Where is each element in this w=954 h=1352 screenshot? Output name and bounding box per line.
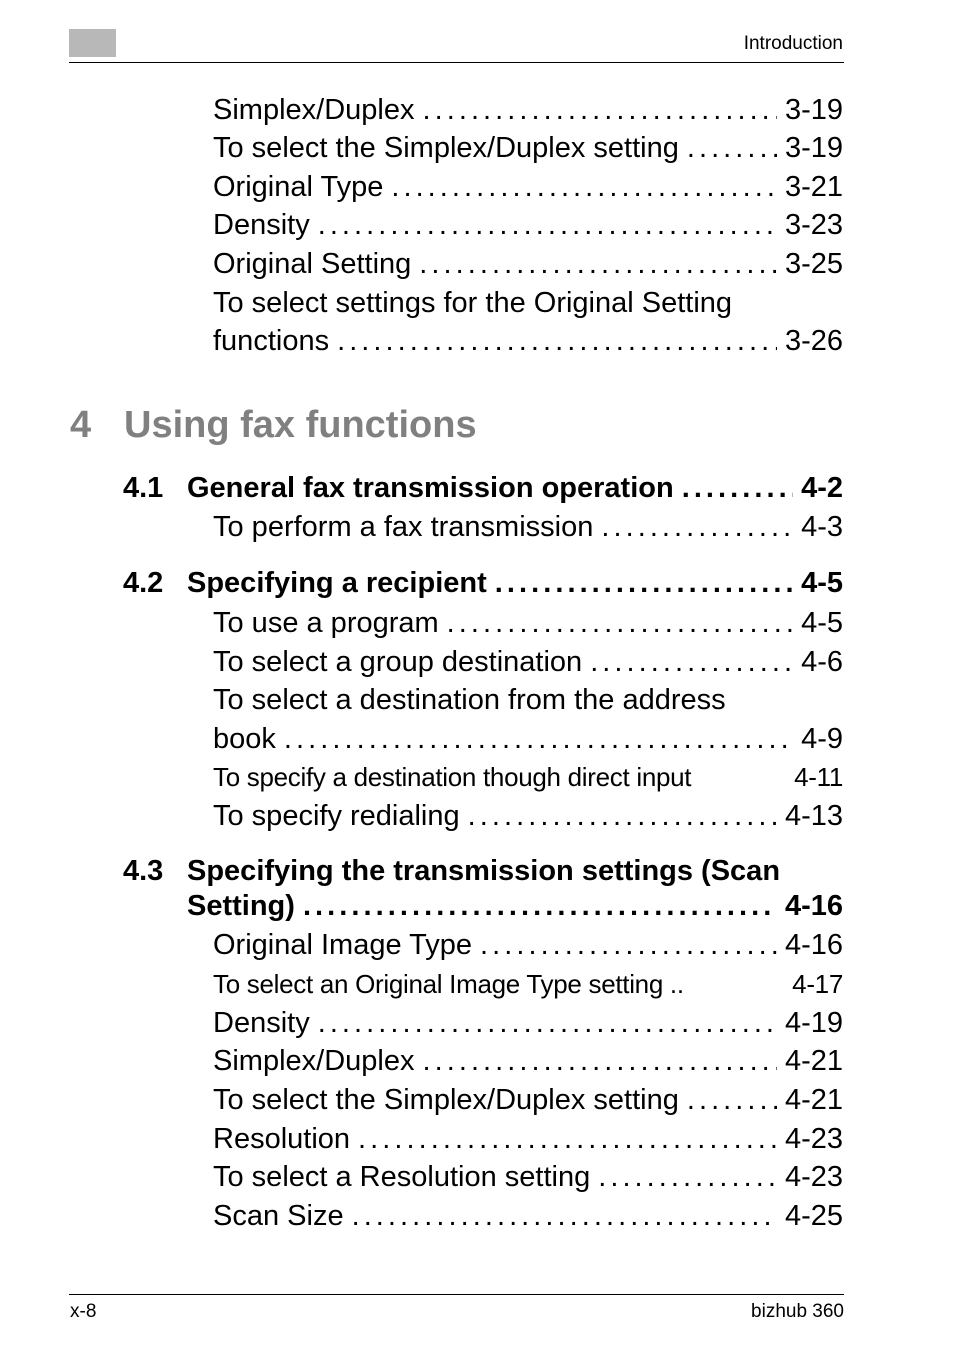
- toc-entry-page: 4-23: [784, 1123, 843, 1155]
- section-page: 4-2: [801, 472, 843, 504]
- leader-dots: [303, 890, 777, 923]
- toc-entry-label: To use a program: [213, 607, 439, 639]
- toc-entry-page: 4-13: [784, 800, 843, 832]
- toc-entry-label: To select a destination from the address: [213, 684, 726, 716]
- toc-entry-label: Density: [213, 209, 310, 241]
- leader-dots: [318, 1007, 777, 1040]
- toc-entry-label: To specify redialing: [213, 800, 460, 832]
- toc-entry-page: 3-19: [784, 94, 843, 126]
- toc-entry-page: 4-17: [792, 969, 843, 999]
- toc-entry[interactable]: [213, 94, 843, 127]
- toc-entry[interactable]: [213, 171, 843, 204]
- leader-dots: [468, 800, 777, 833]
- leader-dots: [598, 1161, 777, 1194]
- toc-entry-page: 3-21: [784, 171, 843, 203]
- toc-entry-page: 4-3: [801, 511, 843, 543]
- leader-dots: [391, 171, 777, 204]
- toc-entry-page: 4-9: [801, 723, 843, 755]
- toc-entry-label: Scan Size: [213, 1200, 344, 1232]
- toc-entry-page: 3-23: [784, 209, 843, 241]
- toc-entry[interactable]: [213, 763, 843, 793]
- toc-entry-label: To select the Simplex/Duplex setting: [213, 1084, 679, 1116]
- chapter-heading[interactable]: [70, 404, 477, 447]
- toc-entry-page: 4-6: [801, 646, 843, 678]
- toc-entry-page: 3-19: [784, 132, 843, 164]
- toc-entry-page: 3-25: [784, 248, 843, 280]
- leader-dots: [284, 723, 793, 756]
- toc-entry[interactable]: [213, 970, 843, 1000]
- section-number: 4.3: [123, 855, 164, 887]
- toc-entry[interactable]: [213, 1200, 843, 1233]
- toc-entry[interactable]: [213, 1007, 843, 1040]
- leader-dots: [358, 1123, 777, 1156]
- section-page: 4-5: [801, 567, 843, 599]
- toc-entry-label: Original Image Type: [213, 929, 472, 961]
- toc-entry[interactable]: [213, 209, 843, 242]
- toc-entry-label: To select a group destination: [213, 646, 583, 678]
- toc-entry[interactable]: [213, 1045, 843, 1078]
- toc-entry-label: functions: [213, 325, 330, 357]
- toc-entry-label: To select a Resolution setting: [213, 1161, 591, 1193]
- section-title: Specifying a recipient: [187, 567, 487, 599]
- leader-dots: [687, 132, 777, 165]
- leader-dots: [601, 511, 793, 544]
- toc-entry[interactable]: [213, 248, 843, 281]
- toc-entry-page: 4-11: [794, 762, 843, 792]
- leader-dots: [318, 209, 777, 242]
- header-divider: [69, 62, 844, 63]
- leader-dots: [480, 929, 777, 962]
- toc-entry-page: 4-5: [801, 607, 843, 639]
- toc-entry-label: Density: [213, 1007, 310, 1039]
- toc-entry[interactable]: [213, 132, 843, 165]
- toc-entry[interactable]: [213, 607, 843, 640]
- toc-entry[interactable]: [213, 929, 843, 962]
- section-number: 4.2: [123, 567, 164, 599]
- toc-entry-label: To select the Simplex/Duplex setting: [213, 132, 679, 164]
- leader-dots: [422, 94, 776, 127]
- toc-entry-page: 4-21: [784, 1045, 843, 1077]
- leader-dots: [447, 607, 793, 640]
- section-title: Setting): [187, 890, 295, 922]
- leader-dots: [422, 1045, 776, 1078]
- toc-entry[interactable]: [213, 1123, 843, 1156]
- toc-entry-label: To perform a fax transmission: [213, 511, 594, 543]
- toc-entry-page: 4-21: [784, 1084, 843, 1116]
- section-title: Specifying the transmission settings (Scan: [187, 855, 781, 887]
- leader-dots: [352, 1200, 777, 1233]
- section-page: 4-16: [784, 890, 843, 922]
- chapter-number: 4: [70, 404, 92, 446]
- leader-dots: [590, 646, 793, 679]
- section-title: General fax transmission operation: [187, 472, 674, 504]
- footer-product-name: bizhub 360: [751, 1301, 844, 1322]
- toc-entry-label: Original Type: [213, 171, 384, 203]
- toc-entry[interactable]: [213, 800, 843, 833]
- toc-entry-label: Simplex/Duplex: [213, 1045, 415, 1077]
- toc-entry-label: book: [213, 723, 276, 755]
- toc-entry[interactable]: [213, 1161, 843, 1194]
- chapter-title: Using fax functions: [124, 404, 477, 446]
- toc-entry-page: 4-19: [784, 1007, 843, 1039]
- toc-entry-label: Resolution: [213, 1123, 351, 1155]
- leader-dots: [337, 325, 777, 358]
- toc-entry-label: To select settings for the Original Setting: [213, 287, 733, 319]
- leader-dots: [687, 1084, 777, 1117]
- section-heading[interactable]: [123, 855, 843, 927]
- toc-entry-label: Original Setting: [213, 248, 412, 280]
- leader-dots: [419, 248, 777, 281]
- toc-entry-label: To specify a destination though direct input: [213, 762, 692, 792]
- toc-entry-wrapped-line1[interactable]: [213, 684, 843, 717]
- header-tab-marker: [69, 29, 116, 57]
- toc-entry-page: 4-16: [784, 929, 843, 961]
- leader-dots: [495, 567, 793, 600]
- toc-entry-label: To select an Original Image Type setting ..: [213, 969, 684, 999]
- section-number: 4.1: [123, 472, 164, 504]
- toc-entry-page: 4-25: [784, 1200, 843, 1232]
- footer-page-number: x-8: [70, 1301, 97, 1322]
- toc-entry-wrapped-line1[interactable]: [213, 287, 843, 320]
- toc-entry[interactable]: [213, 646, 843, 679]
- toc-entry[interactable]: [213, 1084, 843, 1117]
- toc-entry-label: Simplex/Duplex: [213, 94, 415, 126]
- toc-entry-page: 4-23: [784, 1161, 843, 1193]
- toc-entry-page: 3-26: [784, 325, 843, 357]
- toc-entry[interactable]: [213, 511, 843, 544]
- header-title: Introduction: [743, 33, 843, 54]
- footer-divider: [69, 1294, 844, 1295]
- toc-entry[interactable]: [213, 325, 843, 358]
- leader-dots: [682, 472, 793, 505]
- toc-entry[interactable]: [213, 723, 843, 756]
